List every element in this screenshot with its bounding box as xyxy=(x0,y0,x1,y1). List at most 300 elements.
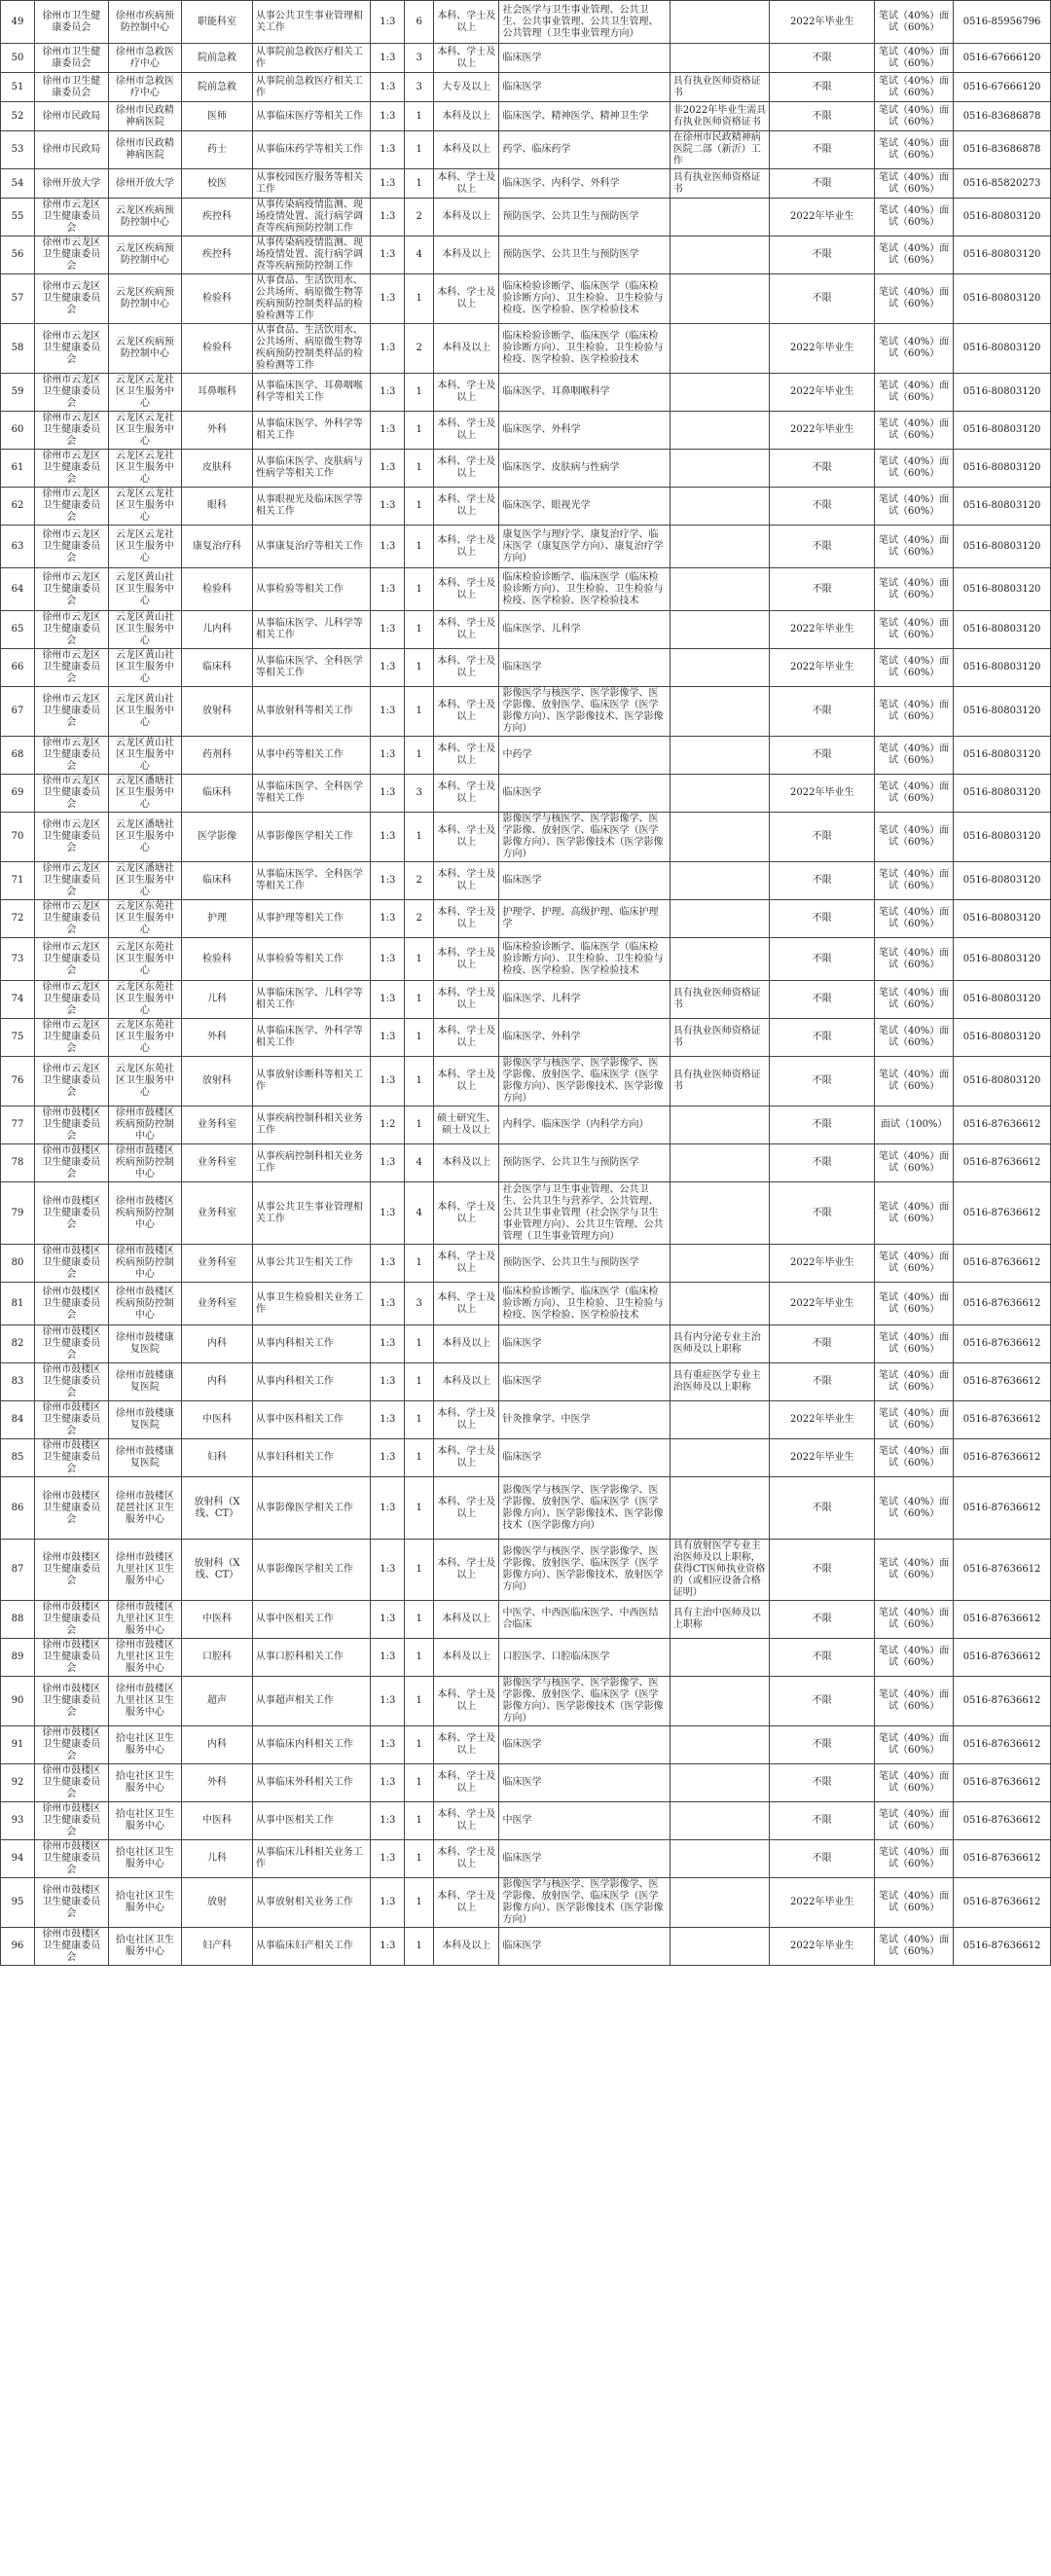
employer-cell: 徐州市鼓楼区九里社区卫生服务中心 xyxy=(108,1601,182,1639)
major-cell: 中药学 xyxy=(499,737,670,775)
position-cell: 业务科室 xyxy=(182,1245,253,1283)
table-row xyxy=(1,1878,1051,1928)
education-cell: 本科、学士及以上 xyxy=(434,737,499,775)
other-requirements-cell xyxy=(670,488,770,526)
education-cell: 本科、学士及以上 xyxy=(434,862,499,900)
contact-phone-cell: 0516-87636612 xyxy=(954,1601,1051,1639)
quota-cell: 1 xyxy=(405,1401,434,1439)
position-cell: 中医科 xyxy=(182,1601,253,1639)
quota-cell: 1 xyxy=(405,450,434,488)
job-description-cell: 从事食品、生活饮用水、公共场所、病原微生物等疾病预防控制类样品的检验检测等工作 xyxy=(252,274,370,324)
position-cell: 业务科室 xyxy=(182,1283,253,1325)
quota-cell: 1 xyxy=(405,1726,434,1764)
education-cell: 本科、学士及以上 xyxy=(434,526,499,568)
major-cell: 预防医学、公共卫生与预防医学 xyxy=(499,1144,670,1182)
other-requirements-cell: 具有主治中医师及以上职称 xyxy=(670,1601,770,1639)
graduate-type-cell: 2022年毕业生 xyxy=(770,1928,875,1966)
quota-cell: 1 xyxy=(405,274,434,324)
row-number-cell: 50 xyxy=(1,44,35,73)
exam-method-cell: 笔试（40%）面试（60%） xyxy=(875,412,954,450)
contact-phone-cell: 0516-87636612 xyxy=(954,1439,1051,1477)
row-number-cell: 49 xyxy=(1,1,35,44)
contact-phone-cell: 0516-87636612 xyxy=(954,1401,1051,1439)
education-cell: 本科及以上 xyxy=(434,131,499,169)
graduate-type-cell: 不限 xyxy=(770,1802,875,1840)
graduate-type-cell: 不限 xyxy=(770,1144,875,1182)
exam-method-cell: 笔试（40%）面试（60%） xyxy=(875,199,954,236)
employer-cell: 拾屯社区卫生服务中心 xyxy=(108,1878,182,1928)
department-cell: 徐州市云龙区卫生健康委员会 xyxy=(35,900,109,938)
education-cell: 本科、学士及以上 xyxy=(434,649,499,687)
row-number-cell: 90 xyxy=(1,1677,35,1726)
other-requirements-cell: 具有重症医学专业主治医师及以上职称 xyxy=(670,1363,770,1401)
position-cell: 放射 xyxy=(182,1878,253,1928)
job-description-cell: 从事食品、生活饮用水、公共场所、病原微生物等疾病预防控制类样品的检验检测等工作 xyxy=(252,324,370,374)
department-cell: 徐州市云龙区卫生健康委员会 xyxy=(35,412,109,450)
graduate-type-cell: 不限 xyxy=(770,687,875,737)
department-cell: 徐州市鼓楼区卫生健康委员会 xyxy=(35,1677,109,1726)
other-requirements-cell: 在徐州市民政精神病医院二部（新沂）工作 xyxy=(670,131,770,169)
contact-phone-cell: 0516-87636612 xyxy=(954,1283,1051,1325)
job-description-cell: 从事临床医学、外科学等相关工作 xyxy=(252,412,370,450)
employer-cell: 云龙区疾病预防控制中心 xyxy=(108,274,182,324)
quota-cell: 1 xyxy=(405,1057,434,1107)
education-cell: 本科、学士及以上 xyxy=(434,44,499,73)
table-row xyxy=(1,274,1051,324)
major-cell: 临床检验诊断学、临床医学（临床检验诊断方向）、卫生检验、卫生检验与检疫、医学检验、医学检验技术 xyxy=(499,274,670,324)
job-description-cell: 从事疾病控制科相关业务工作 xyxy=(252,1107,370,1144)
exam-method-cell: 笔试（40%）面试（60%） xyxy=(875,649,954,687)
major-cell: 预防医学、公共卫生与预防医学 xyxy=(499,1245,670,1283)
exam-method-cell: 笔试（40%）面试（60%） xyxy=(875,1928,954,1966)
ratio-cell: 1:3 xyxy=(371,1057,405,1107)
table-row xyxy=(1,900,1051,938)
exam-method-cell: 笔试（40%）面试（60%） xyxy=(875,1840,954,1878)
ratio-cell: 1:3 xyxy=(371,199,405,236)
other-requirements-cell xyxy=(670,324,770,374)
contact-phone-cell: 0516-80803120 xyxy=(954,981,1051,1019)
department-cell: 徐州市鼓楼区卫生健康委员会 xyxy=(35,1144,109,1182)
department-cell: 徐州市鼓楼区卫生健康委员会 xyxy=(35,1540,109,1601)
quota-cell: 1 xyxy=(405,1325,434,1363)
job-description-cell: 从事传染病疫情监测、现场疫情处置、流行病学调查等疾病预防控制工作 xyxy=(252,236,370,274)
major-cell: 临床医学 xyxy=(499,775,670,813)
education-cell: 本科及以上 xyxy=(434,324,499,374)
job-description-cell: 从事中医相关工作 xyxy=(252,1601,370,1639)
job-description-cell: 从事中药等相关工作 xyxy=(252,737,370,775)
education-cell: 本科、学士及以上 xyxy=(434,450,499,488)
employer-cell: 徐州市鼓楼区疾病预防控制中心 xyxy=(108,1144,182,1182)
table-row xyxy=(1,102,1051,131)
graduate-type-cell: 不限 xyxy=(770,1057,875,1107)
ratio-cell: 1:3 xyxy=(371,1840,405,1878)
major-cell: 针灸推拿学、中医学 xyxy=(499,1401,670,1439)
graduate-type-cell: 不限 xyxy=(770,568,875,611)
education-cell: 本科、学士及以上 xyxy=(434,1840,499,1878)
ratio-cell: 1:3 xyxy=(371,1363,405,1401)
position-cell: 口腔科 xyxy=(182,1639,253,1677)
graduate-type-cell: 不限 xyxy=(770,526,875,568)
department-cell: 徐州市鼓楼区卫生健康委员会 xyxy=(35,1928,109,1966)
exam-method-cell: 笔试（40%）面试（60%） xyxy=(875,1601,954,1639)
table-row xyxy=(1,775,1051,813)
contact-phone-cell: 0516-80803120 xyxy=(954,611,1051,649)
position-cell: 业务科室 xyxy=(182,1107,253,1144)
graduate-type-cell: 不限 xyxy=(770,1639,875,1677)
quota-cell: 1 xyxy=(405,1677,434,1726)
other-requirements-cell: 非2022年毕业生需具有执业医师资格证书 xyxy=(670,102,770,131)
employer-cell: 徐州市鼓楼康复医院 xyxy=(108,1363,182,1401)
employer-cell: 徐州开放大学 xyxy=(108,169,182,199)
job-description-cell: 从事康复治疗等相关工作 xyxy=(252,526,370,568)
graduate-type-cell: 2022年毕业生 xyxy=(770,1283,875,1325)
exam-method-cell: 笔试（40%）面试（60%） xyxy=(875,1878,954,1928)
major-cell: 社会医学与卫生事业管理、公共卫生、公共卫生与营养学、公共管理、公共卫生事业管理（社会医学与卫生事业管理方向）、公共卫生管理、公共管理（卫生事业管理方向） xyxy=(499,1182,670,1245)
employer-cell: 云龙区云龙社区卫生服务中心 xyxy=(108,526,182,568)
ratio-cell: 1:3 xyxy=(371,1019,405,1057)
exam-method-cell: 笔试（40%）面试（60%） xyxy=(875,938,954,981)
ratio-cell: 1:3 xyxy=(371,981,405,1019)
employer-cell: 拾屯社区卫生服务中心 xyxy=(108,1802,182,1840)
other-requirements-cell xyxy=(670,526,770,568)
department-cell: 徐州市云龙区卫生健康委员会 xyxy=(35,737,109,775)
ratio-cell: 1:3 xyxy=(371,169,405,199)
department-cell: 徐州市民政局 xyxy=(35,102,109,131)
job-description-cell: 从事临床医学、耳鼻咽喉科学等相关工作 xyxy=(252,374,370,412)
contact-phone-cell: 0516-87636612 xyxy=(954,1477,1051,1540)
job-description-cell: 从事临床内科相关工作 xyxy=(252,1726,370,1764)
table-row xyxy=(1,568,1051,611)
exam-method-cell: 笔试（40%）面试（60%） xyxy=(875,1477,954,1540)
education-cell: 本科、学士及以上 xyxy=(434,1677,499,1726)
other-requirements-cell xyxy=(670,938,770,981)
job-description-cell: 从事公共卫生事业管理相关工作 xyxy=(252,1182,370,1245)
row-number-cell: 62 xyxy=(1,488,35,526)
row-number-cell: 94 xyxy=(1,1840,35,1878)
department-cell: 徐州市云龙区卫生健康委员会 xyxy=(35,488,109,526)
employer-cell: 云龙区东苑社区卫生服务中心 xyxy=(108,981,182,1019)
major-cell: 临床医学 xyxy=(499,44,670,73)
other-requirements-cell xyxy=(670,737,770,775)
department-cell: 徐州市鼓楼区卫生健康委员会 xyxy=(35,1601,109,1639)
graduate-type-cell: 不限 xyxy=(770,1182,875,1245)
graduate-type-cell: 2022年毕业生 xyxy=(770,1878,875,1928)
exam-method-cell: 笔试（40%）面试（60%） xyxy=(875,775,954,813)
row-number-cell: 93 xyxy=(1,1802,35,1840)
department-cell: 徐州市云龙区卫生健康委员会 xyxy=(35,813,109,862)
table-row xyxy=(1,1144,1051,1182)
position-cell: 放射科 xyxy=(182,687,253,737)
row-number-cell: 86 xyxy=(1,1477,35,1540)
ratio-cell: 1:2 xyxy=(371,1107,405,1144)
quota-cell: 1 xyxy=(405,1363,434,1401)
table-row xyxy=(1,1019,1051,1057)
position-cell: 外科 xyxy=(182,1764,253,1802)
contact-phone-cell: 0516-87636612 xyxy=(954,1325,1051,1363)
job-description-cell: 从事检验等相关工作 xyxy=(252,938,370,981)
graduate-type-cell: 不限 xyxy=(770,1325,875,1363)
row-number-cell: 56 xyxy=(1,236,35,274)
other-requirements-cell xyxy=(670,1726,770,1764)
row-number-cell: 96 xyxy=(1,1928,35,1966)
exam-method-cell: 笔试（40%）面试（60%） xyxy=(875,1144,954,1182)
job-description-cell: 从事校园医疗服务等相关工作 xyxy=(252,169,370,199)
employer-cell: 云龙区疾病预防控制中心 xyxy=(108,199,182,236)
other-requirements-cell xyxy=(670,1764,770,1802)
department-cell: 徐州开放大学 xyxy=(35,169,109,199)
quota-cell: 1 xyxy=(405,526,434,568)
row-number-cell: 88 xyxy=(1,1601,35,1639)
position-cell: 临床科 xyxy=(182,862,253,900)
other-requirements-cell xyxy=(670,199,770,236)
employer-cell: 云龙区黄山社区卫生服务中心 xyxy=(108,687,182,737)
ratio-cell: 1:3 xyxy=(371,450,405,488)
ratio-cell: 1:3 xyxy=(371,1182,405,1245)
table-row xyxy=(1,374,1051,412)
ratio-cell: 1:3 xyxy=(371,611,405,649)
ratio-cell: 1:3 xyxy=(371,526,405,568)
job-description-cell: 从事口腔科相关工作 xyxy=(252,1639,370,1677)
quota-cell: 1 xyxy=(405,1802,434,1840)
graduate-type-cell: 2022年毕业生 xyxy=(770,649,875,687)
major-cell: 影像医学与核医学、医学影像学、医学影像、放射医学、临床医学（医学影像方向）、医学影像技术（医学影像方向） xyxy=(499,1677,670,1726)
major-cell: 影像医学与核医学、医学影像学、医学影像、放射医学、临床医学（医学影像方向）、医学影像技术（医学影像方向） xyxy=(499,1878,670,1928)
other-requirements-cell xyxy=(670,1144,770,1182)
education-cell: 本科、学士及以上 xyxy=(434,1245,499,1283)
row-number-cell: 61 xyxy=(1,450,35,488)
employer-cell: 云龙区潘塘社区卫生服务中心 xyxy=(108,862,182,900)
employer-cell: 徐州市鼓楼区琵琶社区卫生服务中心 xyxy=(108,1477,182,1540)
job-description-cell: 从事临床医学、全科医学等相关工作 xyxy=(252,862,370,900)
contact-phone-cell: 0516-80803120 xyxy=(954,1019,1051,1057)
employer-cell: 徐州市鼓楼区疾病预防控制中心 xyxy=(108,1182,182,1245)
graduate-type-cell: 不限 xyxy=(770,44,875,73)
contact-phone-cell: 0516-80803120 xyxy=(954,236,1051,274)
table-row xyxy=(1,1477,1051,1540)
table-row xyxy=(1,1401,1051,1439)
exam-method-cell: 笔试（40%）面试（60%） xyxy=(875,862,954,900)
exam-method-cell: 笔试（40%）面试（60%） xyxy=(875,1639,954,1677)
education-cell: 本科及以上 xyxy=(434,1601,499,1639)
graduate-type-cell: 2022年毕业生 xyxy=(770,1245,875,1283)
job-description-cell: 从事临床儿科相关业务工作 xyxy=(252,1840,370,1878)
graduate-type-cell: 2022年毕业生 xyxy=(770,611,875,649)
education-cell: 本科、学士及以上 xyxy=(434,1802,499,1840)
graduate-type-cell: 不限 xyxy=(770,981,875,1019)
graduate-type-cell: 不限 xyxy=(770,1601,875,1639)
other-requirements-cell xyxy=(670,236,770,274)
contact-phone-cell: 0516-83686878 xyxy=(954,131,1051,169)
education-cell: 本科、学士及以上 xyxy=(434,611,499,649)
major-cell: 影像医学与核医学、医学影像学、医学影像、放射医学、临床医学（医学影像方向）、医学影像技术、放射医学方向） xyxy=(499,1540,670,1601)
contact-phone-cell: 0516-87636612 xyxy=(954,1802,1051,1840)
graduate-type-cell: 2022年毕业生 xyxy=(770,199,875,236)
position-cell: 临床科 xyxy=(182,649,253,687)
exam-method-cell: 笔试（40%）面试（60%） xyxy=(875,131,954,169)
other-requirements-cell xyxy=(670,1245,770,1283)
table-row xyxy=(1,938,1051,981)
department-cell: 徐州市云龙区卫生健康委员会 xyxy=(35,568,109,611)
contact-phone-cell: 0516-87636612 xyxy=(954,1363,1051,1401)
contact-phone-cell: 0516-80803120 xyxy=(954,687,1051,737)
major-cell: 临床医学 xyxy=(499,1439,670,1477)
job-description-cell: 从事临床妇产相关工作 xyxy=(252,1928,370,1966)
major-cell: 康复医学与理疗学、康复治疗学、临床医学（康复医学方向）、康复治疗学方向） xyxy=(499,526,670,568)
job-description-cell: 从事公共卫生事业管理相关工作 xyxy=(252,1,370,44)
quota-cell: 1 xyxy=(405,1601,434,1639)
other-requirements-cell xyxy=(670,1928,770,1966)
contact-phone-cell: 0516-87636612 xyxy=(954,1639,1051,1677)
graduate-type-cell: 不限 xyxy=(770,1840,875,1878)
position-cell: 护理 xyxy=(182,900,253,938)
ratio-cell: 1:3 xyxy=(371,73,405,102)
contact-phone-cell: 0516-80803120 xyxy=(954,324,1051,374)
department-cell: 徐州市云龙区卫生健康委员会 xyxy=(35,862,109,900)
department-cell: 徐州市云龙区卫生健康委员会 xyxy=(35,450,109,488)
exam-method-cell: 面试（100%） xyxy=(875,1107,954,1144)
graduate-type-cell: 不限 xyxy=(770,488,875,526)
major-cell: 临床检验诊断学、临床医学（临床检验诊断方向）、卫生检验、卫生检验与检疫、医学检验、医学检验技术 xyxy=(499,938,670,981)
education-cell: 本科及以上 xyxy=(434,199,499,236)
major-cell: 影像医学与核医学、医学影像学、医学影像、放射医学、临床医学（医学影像方向）、医学影像技术、医学影像方向） xyxy=(499,687,670,737)
row-number-cell: 89 xyxy=(1,1639,35,1677)
table-row xyxy=(1,1439,1051,1477)
row-number-cell: 84 xyxy=(1,1401,35,1439)
education-cell: 本科、学士及以上 xyxy=(434,1019,499,1057)
major-cell: 临床医学 xyxy=(499,1325,670,1363)
major-cell: 影像医学与核医学、医学影像学、医学影像、放射医学、临床医学（医学影像方向）、医学影像技术（医学影像方向） xyxy=(499,813,670,862)
major-cell: 护理学、护理、高级护理、临床护理学 xyxy=(499,900,670,938)
job-description-cell: 从事超声相关工作 xyxy=(252,1677,370,1726)
exam-method-cell: 笔试（40%）面试（60%） xyxy=(875,813,954,862)
row-number-cell: 52 xyxy=(1,102,35,131)
position-cell: 耳鼻喉科 xyxy=(182,374,253,412)
ratio-cell: 1:3 xyxy=(371,324,405,374)
ratio-cell: 1:3 xyxy=(371,1540,405,1601)
quota-cell: 1 xyxy=(405,981,434,1019)
position-cell: 内科 xyxy=(182,1726,253,1764)
table-row xyxy=(1,1764,1051,1802)
department-cell: 徐州市鼓楼区卫生健康委员会 xyxy=(35,1439,109,1477)
major-cell: 临床医学 xyxy=(499,1363,670,1401)
row-number-cell: 76 xyxy=(1,1057,35,1107)
employer-cell: 徐州市鼓楼区疾病预防控制中心 xyxy=(108,1245,182,1283)
table-row xyxy=(1,1283,1051,1325)
job-description-cell: 从事临床医学、儿科学等相关工作 xyxy=(252,981,370,1019)
education-cell: 本科及以上 xyxy=(434,102,499,131)
row-number-cell: 77 xyxy=(1,1107,35,1144)
exam-method-cell: 笔试（40%）面试（60%） xyxy=(875,1363,954,1401)
exam-method-cell: 笔试（40%）面试（60%） xyxy=(875,1677,954,1726)
major-cell: 影像医学与核医学、医学影像学、医学影像、放射医学、临床医学（医学影像方向）、医学影像技术、医学影像方向） xyxy=(499,1057,670,1107)
row-number-cell: 71 xyxy=(1,862,35,900)
job-description-cell: 从事临床医学、全科医学等相关工作 xyxy=(252,775,370,813)
other-requirements-cell xyxy=(670,1107,770,1144)
education-cell: 本科、学士及以上 xyxy=(434,1439,499,1477)
job-description-cell: 从事影像医学相关工作 xyxy=(252,813,370,862)
exam-method-cell: 笔试（40%）面试（60%） xyxy=(875,1,954,44)
other-requirements-cell xyxy=(670,412,770,450)
graduate-type-cell: 不限 xyxy=(770,1726,875,1764)
employer-cell: 徐州市疾病预防控制中心 xyxy=(108,1,182,44)
table-row xyxy=(1,1107,1051,1144)
ratio-cell: 1:3 xyxy=(371,1,405,44)
employer-cell: 云龙区云龙社区卫生服务中心 xyxy=(108,488,182,526)
contact-phone-cell: 0516-80803120 xyxy=(954,274,1051,324)
row-number-cell: 60 xyxy=(1,412,35,450)
ratio-cell: 1:3 xyxy=(371,687,405,737)
employer-cell: 云龙区黄山社区卫生服务中心 xyxy=(108,568,182,611)
other-requirements-cell xyxy=(670,1,770,44)
ratio-cell: 1:3 xyxy=(371,488,405,526)
education-cell: 本科及以上 xyxy=(434,1325,499,1363)
table-row xyxy=(1,981,1051,1019)
table-row xyxy=(1,1928,1051,1966)
education-cell: 本科、学士及以上 xyxy=(434,900,499,938)
department-cell: 徐州市云龙区卫生健康委员会 xyxy=(35,981,109,1019)
major-cell: 临床医学 xyxy=(499,862,670,900)
employer-cell: 徐州市鼓楼区疾病预防控制中心 xyxy=(108,1107,182,1144)
department-cell: 徐州市卫生健康委员会 xyxy=(35,73,109,102)
other-requirements-cell xyxy=(670,1677,770,1726)
quota-cell: 2 xyxy=(405,862,434,900)
job-description-cell: 从事临床医学、全科医学等相关工作 xyxy=(252,649,370,687)
job-description-cell: 从事内科相关工作 xyxy=(252,1325,370,1363)
employer-cell: 徐州市急救医疗中心 xyxy=(108,73,182,102)
department-cell: 徐州市鼓楼区卫生健康委员会 xyxy=(35,1764,109,1802)
row-number-cell: 91 xyxy=(1,1726,35,1764)
contact-phone-cell: 0516-87636612 xyxy=(954,1764,1051,1802)
quota-cell: 1 xyxy=(405,1107,434,1144)
table-row xyxy=(1,1182,1051,1245)
position-cell: 业务科室 xyxy=(182,1144,253,1182)
major-cell: 影像医学与核医学、医学影像学、医学影像、放射医学、临床医学（医学影像方向）、医学影像技术、医学影像技术（医学影像方向） xyxy=(499,1477,670,1540)
employer-cell: 云龙区云龙社区卫生服务中心 xyxy=(108,374,182,412)
position-cell: 内科 xyxy=(182,1363,253,1401)
education-cell: 本科及以上 xyxy=(434,1639,499,1677)
education-cell: 本科、学士及以上 xyxy=(434,981,499,1019)
graduate-type-cell: 不限 xyxy=(770,131,875,169)
graduate-type-cell: 不限 xyxy=(770,1764,875,1802)
employer-cell: 徐州市鼓楼区九里社区卫生服务中心 xyxy=(108,1540,182,1601)
contact-phone-cell: 0516-80803120 xyxy=(954,938,1051,981)
education-cell: 本科、学士及以上 xyxy=(434,687,499,737)
row-number-cell: 63 xyxy=(1,526,35,568)
row-number-cell: 70 xyxy=(1,813,35,862)
exam-method-cell: 笔试（40%）面试（60%） xyxy=(875,450,954,488)
other-requirements-cell xyxy=(670,1439,770,1477)
major-cell: 临床医学 xyxy=(499,1928,670,1966)
ratio-cell: 1:3 xyxy=(371,900,405,938)
table-row xyxy=(1,1677,1051,1726)
exam-method-cell: 笔试（40%）面试（60%） xyxy=(875,1245,954,1283)
ratio-cell: 1:3 xyxy=(371,649,405,687)
graduate-type-cell: 不限 xyxy=(770,1363,875,1401)
department-cell: 徐州市云龙区卫生健康委员会 xyxy=(35,687,109,737)
education-cell: 本科、学士及以上 xyxy=(434,1878,499,1928)
department-cell: 徐州市云龙区卫生健康委员会 xyxy=(35,274,109,324)
employer-cell: 云龙区疾病预防控制中心 xyxy=(108,236,182,274)
education-cell: 本科、学士及以上 xyxy=(434,568,499,611)
graduate-type-cell: 2022年毕业生 xyxy=(770,374,875,412)
table-row xyxy=(1,131,1051,169)
job-description-cell: 从事院前急救医疗相关工作 xyxy=(252,73,370,102)
education-cell: 本科、学士及以上 xyxy=(434,1,499,44)
other-requirements-cell xyxy=(670,611,770,649)
education-cell: 本科、学士及以上 xyxy=(434,412,499,450)
row-number-cell: 95 xyxy=(1,1878,35,1928)
department-cell: 徐州市鼓楼区卫生健康委员会 xyxy=(35,1802,109,1840)
